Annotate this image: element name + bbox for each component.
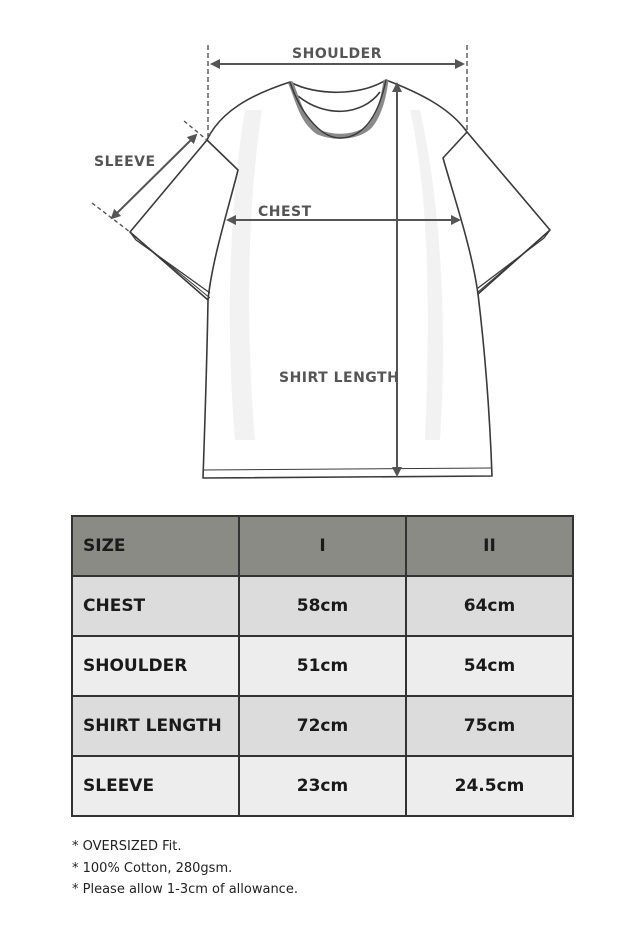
row-label: SLEEVE [72, 756, 239, 816]
cell-value: 75cm [406, 696, 573, 756]
notes [72, 836, 298, 901]
row-label: CHEST [72, 576, 239, 636]
cell-value: 58cm [239, 576, 406, 636]
left-sleeve-hem [130, 232, 210, 293]
note-fit: * OVERSIZED Fit. [72, 839, 182, 854]
shoulder-label: SHOULDER [292, 46, 382, 62]
table-row-shirt-length [72, 696, 573, 756]
cell-value: 72cm [239, 696, 406, 756]
cell-value: 51cm [239, 636, 406, 696]
cell-value: 64cm [406, 576, 573, 636]
sleeve-dimension [92, 121, 207, 232]
cell-value: 54cm [406, 636, 573, 696]
collar-inner [298, 92, 380, 111]
cell-value: 23cm [239, 756, 406, 816]
note-allowance: * Please allow 1-3cm of allowance. [72, 882, 298, 897]
header-size-i: I [239, 516, 406, 576]
shirt-body [130, 80, 550, 478]
row-label: SHOULDER [72, 636, 239, 696]
table-header-row [72, 516, 573, 576]
table-row-shoulder [72, 636, 573, 696]
right-armhole [443, 132, 478, 294]
header-size: SIZE [72, 516, 239, 576]
note-material: * 100% Cotton, 280gsm. [72, 860, 233, 876]
row-label: SHIRT LENGTH [72, 696, 239, 756]
size-chart-table [71, 515, 574, 817]
bottom-hem [203, 468, 492, 470]
sleeve-label: SLEEVE [94, 154, 156, 170]
shirt-length-label: SHIRT LENGTH [279, 370, 400, 386]
sleeve-arrow [112, 135, 196, 218]
tshirt-outline [130, 80, 550, 478]
chest-label: CHEST [258, 204, 312, 220]
cell-value: 24.5cm [406, 756, 573, 816]
header-size-ii: II [406, 516, 573, 576]
table-row-chest [72, 576, 573, 636]
table-row-sleeve [72, 756, 573, 816]
shirt-shading [230, 110, 443, 440]
